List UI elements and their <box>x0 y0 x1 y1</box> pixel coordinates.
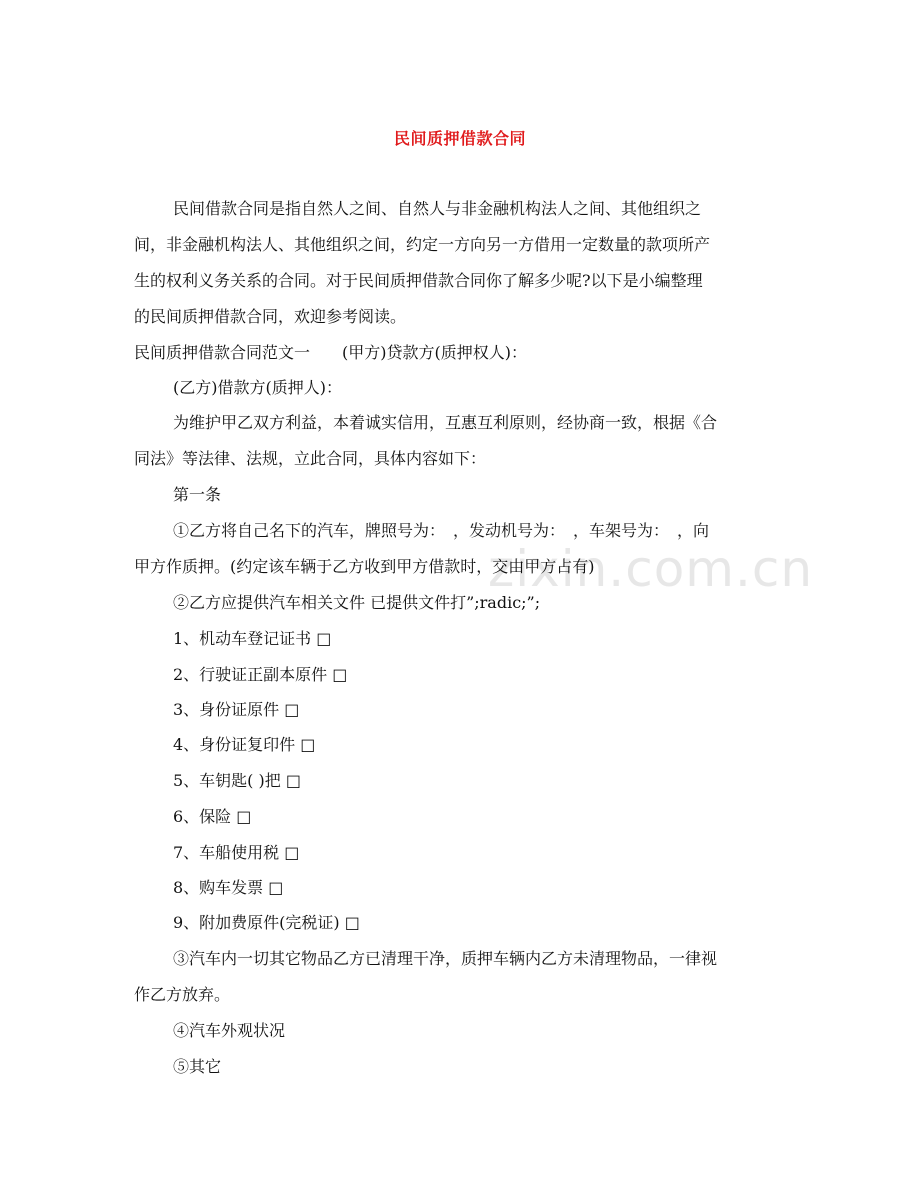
paragraph-line: ⑤其它 <box>173 1057 222 1076</box>
paragraph-line: ①乙方将自己名下的汽车，牌照号为： ，发动机号为： ，车架号为： ，向 <box>173 521 710 540</box>
document-title: 民间质押借款合同 <box>393 129 526 148</box>
section-heading: 第一条 <box>173 485 222 504</box>
list-item: 2、行驶证正副本原件 □ <box>173 665 348 684</box>
watermark: zixin.com.cn <box>488 540 814 598</box>
list-item: 5、车钥匙( )把 □ <box>173 771 301 790</box>
paragraph-line: 生的权利义务关系的合同。对于民间质押借款合同你了解多少呢?以下是小编整理 <box>134 271 703 290</box>
list-item: 6、保险 □ <box>173 807 252 826</box>
paragraph-line: 民间质押借款合同范文一 (甲方)贷款方(质押权人)： <box>134 343 527 362</box>
paragraph-line: 甲方作质押。(约定该车辆于乙方收到甲方借款时，交由甲方占有) <box>134 557 595 576</box>
paragraph-line: ②乙方应提供汽车相关文件 已提供文件打”;radic;”; <box>173 593 541 612</box>
list-item: 4、身份证复印件 □ <box>173 735 316 754</box>
list-item: 9、附加费原件(完税证) □ <box>173 913 360 932</box>
list-item: 8、购车发票 □ <box>173 878 284 897</box>
paragraph-line: 的民间质押借款合同，欢迎参考阅读。 <box>134 307 407 326</box>
paragraph-line: (乙方)借款方(质押人)： <box>173 378 342 397</box>
paragraph-line: ③汽车内一切其它物品乙方已清理干净，质押车辆内乙方未清理物品，一律视 <box>173 949 718 968</box>
paragraph-line: 为维护甲乙双方利益，本着诚实信用，互惠互利原则，经协商一致，根据《合 <box>173 413 718 432</box>
paragraph-line: 间，非金融机构法人、其他组织之间，约定一方向另一方借用一定数量的款项所产 <box>134 235 711 254</box>
list-item: 7、车船使用税 □ <box>173 843 300 862</box>
paragraph-line: 同法》等法律、法规，立此合同，具体内容如下： <box>134 449 487 468</box>
list-item: 1、机动车登记证书 □ <box>173 629 332 648</box>
list-item: 3、身份证原件 □ <box>173 700 300 719</box>
paragraph-line: 作乙方放弃。 <box>134 985 231 1004</box>
paragraph-line: 民间借款合同是指自然人之间、自然人与非金融机构法人之间、其他组织之 <box>173 199 702 218</box>
paragraph-line: ④汽车外观状况 <box>173 1021 286 1040</box>
